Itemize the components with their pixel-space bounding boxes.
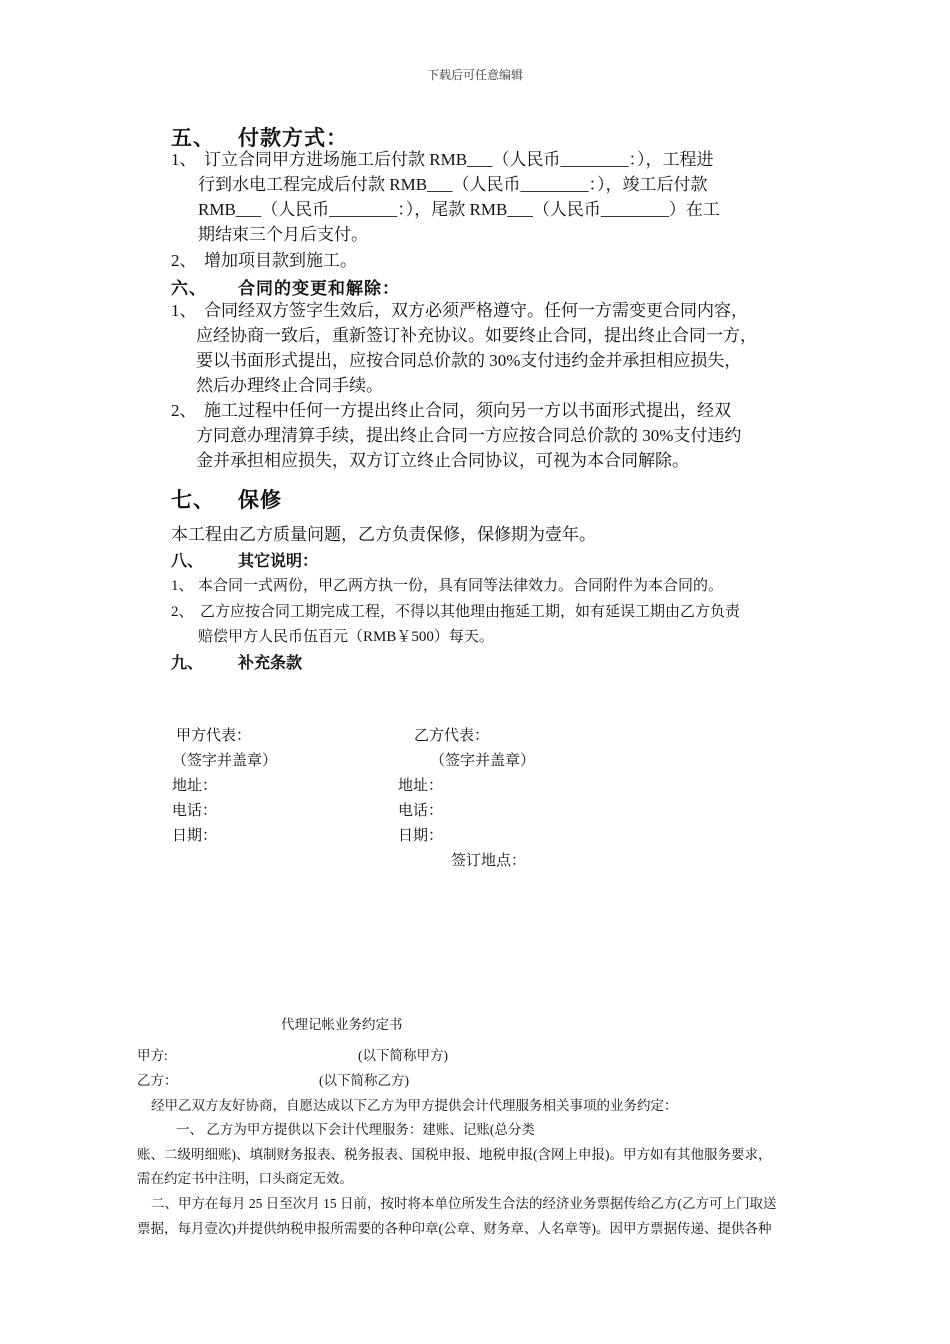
section6-item1 [171,298,821,398]
party-a-phone-label: 电话： [172,803,218,819]
section5-item1-line: 行到水电工程完成后付款 RMB___（人民币________：），竣工后付款 [198,175,708,194]
section8-heading-title: 其它说明： [238,553,319,570]
section6-item2-line: 施工过程中任何一方提出终止合同，须向另一方以书面形式提出，经双 [204,401,731,420]
agreement-clause1-line: 需在约定书中注明，口头商定无效。 [137,1171,353,1186]
agreement-clause2-line: 票据，每月壹次)并提供纳税申报所需要的各种印章(公章、财务章、人名章等)。因甲方票据传递、提供各种 [137,1221,772,1236]
section6-item1-num: 1、 [171,301,197,320]
sign-place-label: 签订地点： [451,853,527,869]
section8-item1-num: 1、 [171,578,194,594]
section9-heading-title: 补充条款 [238,655,303,672]
agreement-clause1-line: 账、二级明细账)、填制财务报表、税务报表、国税申报、地税申报(含网上申报)。甲方如有其他服务要求， [137,1147,772,1162]
section8-item1-text: 本合同一式两份，甲乙两方执一份，具有同等法律效力。合同附件为本合同的。 [198,578,724,594]
party-b-date-label: 日期： [398,828,444,844]
section6-item2-line: 方同意办理清算手续，提出终止合同一方应按合同总价款的 30%支付违约 [196,426,742,445]
header-note: 下载后可任意编辑 [426,68,523,82]
party-b-sign-label: （签字并盖章） [430,753,536,769]
section5-heading-num: 五、 [171,126,215,150]
agreement-party-a-label: 甲方: [137,1048,168,1063]
section6-item1-line: 合同经双方签字生效后，双方必须严格遵守。任何一方需变更合同内容， [204,301,748,320]
section5-item1-line: 期结束三个月后支付。 [198,225,368,244]
party-a-sign-label: （签字并盖章） [172,753,278,769]
agreement-party-b-note: (以下简称乙方) [319,1073,409,1088]
section7-text: 本工程由乙方质量问题，乙方负责保修，保修期为壹年。 [171,525,596,544]
section5-heading-title: 付款方式： [238,126,348,150]
agreement-clause2-line: 二、甲方在每月 25 日至次月 15 日前，按时将本单位所发生合法的经济业务票据传给乙方(乙方可上门取送 [151,1196,777,1211]
agreement-intro: 经甲乙双方友好协商，自愿达成以下乙方为甲方提供会计代理服务相关事项的业务约定： [151,1098,678,1113]
section6-item1-line: 要以书面形式提出，应按合同总价款的 30%支付违约金并承担相应损失， [196,351,742,370]
agreement-title: 代理记帐业务约定书 [281,1017,403,1032]
section8-heading-num: 八、 [171,553,204,570]
agreement-party-a-note: (以下简称甲方) [358,1048,448,1063]
section5-item1 [171,147,821,247]
agreement-clause1-line: 一、 乙方为甲方提供以下会计代理服务：建账、记账(总分类 [176,1122,535,1137]
section5-item1-line: RMB___（人民币________：），尾款 RMB___（人民币________）在工 [198,200,720,219]
section5-item2-text: 增加项目款到施工。 [204,251,357,270]
section8-item2-num: 2、 [171,604,194,620]
section6-heading-title: 合同的变更和解除： [238,279,400,298]
section7-heading-num: 七、 [171,488,215,512]
section6-item2-line: 金并承担相应损失，双方订立终止合同协议，可视为本合同解除。 [196,451,689,470]
section6-item1-line: 应经协商一致后，重新签订补充协议。如要终止合同，提出终止合同一方， [196,326,757,345]
section7-heading-title: 保修 [238,488,282,512]
section6-heading-num: 六、 [171,279,207,298]
section8-item2-line: 乙方应按合同工期完成工程，不得以其他理由拖延工期，如有延误工期由乙方负责 [200,604,741,620]
section5-item1-line: 订立合同甲方进场施工后付款 RMB___（人民币________：），工程进 [204,150,714,169]
party-b-phone-label: 电话： [398,803,444,819]
party-a-address-label: 地址： [172,778,218,794]
party-a-rep-label: 甲方代表： [176,728,252,744]
agreement-party-b-label: 乙方： [137,1073,178,1088]
section6-item2-num: 2、 [171,401,197,420]
section5-item1-num: 1、 [171,150,197,169]
party-b-rep-label: 乙方代表： [414,728,490,744]
section6-item1-line: 然后办理终止合同手续。 [196,376,383,395]
section9-heading-num: 九、 [171,655,204,672]
party-a-date-label: 日期： [172,828,218,844]
party-b-address-label: 地址： [398,778,444,794]
section6-item2 [171,398,821,473]
section8-item2-line: 赔偿甲方人民币伍百元（RMB￥500）每天。 [198,629,494,645]
section5-item2-num: 2、 [171,251,197,270]
